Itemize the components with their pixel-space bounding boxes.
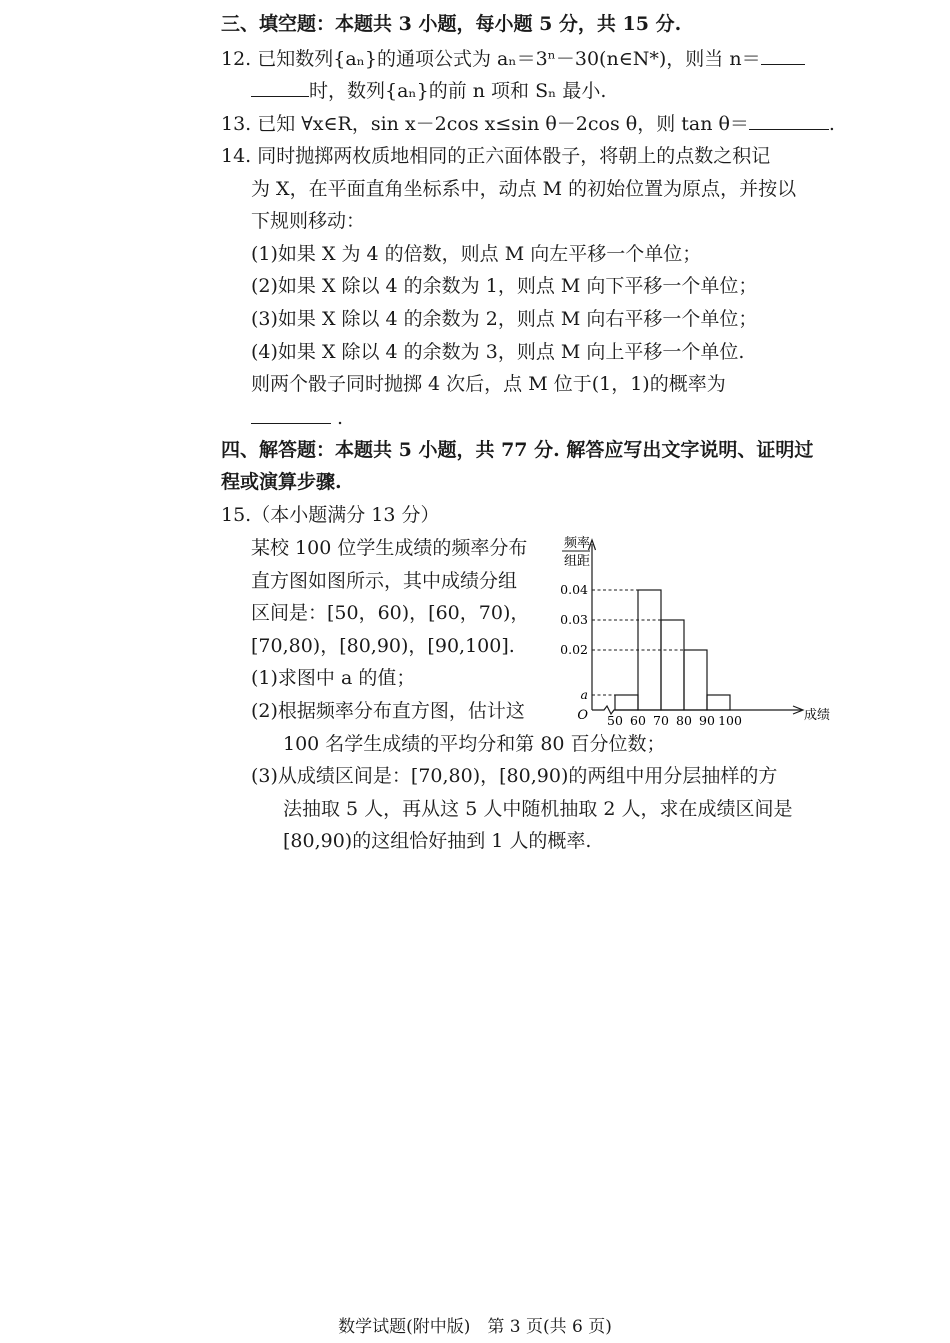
x-tick-label: 90: [699, 713, 715, 728]
histogram-bar: [661, 620, 684, 710]
q14-line2: 为 X，在平面直角坐标系中，动点 M 的初始位置为原点，并按以: [251, 178, 797, 200]
q13-text: 13. 已知 ∀x∈R，sin x－2cos x≤sin θ－2cos θ，则 tan θ＝: [221, 113, 749, 135]
origin-label: O: [577, 708, 588, 723]
y-tick-label: a: [580, 687, 588, 702]
q15-intro4: [70,80)，[80,90)，[90,100].: [251, 635, 515, 657]
x-tick-label: 80: [676, 713, 692, 728]
histogram-bar: [615, 695, 638, 710]
q14-answer-blank[interactable]: [251, 405, 331, 424]
histogram-marks: [560, 582, 742, 728]
histogram-axes: [562, 535, 830, 723]
histogram-bar: [707, 695, 730, 710]
q12-line2: [251, 78, 606, 103]
q15-part1: (1)求图中 a 的值；: [251, 667, 416, 689]
y-tick-label: 0.03: [560, 612, 588, 627]
q14-end: .: [337, 407, 344, 429]
section4-heading-line2: 程或演算步骤.: [221, 471, 342, 493]
q12-text-2: 时，数列{aₙ}的前 n 项和 Sₙ 最小.: [309, 80, 607, 102]
q14-rule4: (4)如果 X 除以 4 的余数为 3，则点 M 向上平移一个单位.: [251, 341, 745, 363]
y-label-top: 频率: [563, 536, 590, 551]
q15-header: 15.（本小题满分 13 分）: [221, 504, 440, 526]
y-tick-label: 0.04: [560, 582, 588, 597]
q15-part2-line2: 100 名学生成绩的平均分和第 80 百分位数；: [283, 733, 666, 755]
q12-text: 12. 已知数列{aₙ}的通项公式为 aₙ＝3ⁿ－30(n∈N*)，则当 n＝: [221, 48, 761, 70]
q15-part3-line3: [80,90)的这组恰好抽到 1 人的概率.: [283, 830, 592, 852]
histogram-bar: [684, 650, 707, 710]
q15-intro1: 某校 100 位学生成绩的频率分布: [251, 537, 528, 559]
y-tick-label: 0.02: [560, 642, 588, 657]
q15-part3-line2: 法抽取 5 人，再从这 5 人中随机抽取 2 人，求在成绩区间是: [283, 798, 793, 820]
q14-question: 则两个骰子同时抛掷 4 次后，点 M 位于(1，1)的概率为: [251, 373, 726, 395]
q13-end: .: [828, 113, 835, 135]
q13-answer-blank[interactable]: [749, 111, 829, 130]
section3-heading: 三、填空题：本题共 3 小题，每小题 5 分，共 15 分.: [221, 13, 682, 35]
q12-answer-blank[interactable]: [761, 46, 805, 65]
q14-rule3: (3)如果 X 除以 4 的余数为 2，则点 M 向右平移一个单位；: [251, 308, 758, 330]
q14-line3: 下规则移动：: [251, 210, 366, 232]
q14-line1: 14. 同时抛掷两枚质地相同的正六面体骰子，将朝上的点数之积记: [221, 145, 771, 167]
q14-rule1: (1)如果 X 为 4 的倍数，则点 M 向左平移一个单位；: [251, 243, 702, 265]
q14-answer-line: [251, 405, 343, 430]
q12-answer-blank-cont[interactable]: [251, 78, 309, 97]
q15-intro3: 区间是：[50，60)，[60，70)，: [251, 602, 530, 624]
x-tick-label: 60: [630, 713, 646, 728]
q12-line1: [221, 46, 805, 71]
q15-part2-line1: (2)根据频率分布直方图，估计这: [251, 700, 525, 722]
page-footer: 数学试题(附中版) 第 3 页(共 6 页): [338, 1317, 612, 1337]
q15-intro2: 直方图如图所示，其中成绩分组: [251, 570, 518, 592]
q15-part3-line1: (3)从成绩区间是：[70,80)，[80,90)的两组中用分层抽样的方: [251, 765, 778, 787]
x-tick-label: 50: [607, 713, 623, 728]
x-axis-label: 成绩: [804, 708, 831, 723]
q14-rule2: (2)如果 X 除以 4 的余数为 1，则点 M 向下平移一个单位；: [251, 275, 758, 297]
x-tick-label: 100: [718, 713, 742, 728]
q13-line: [221, 111, 835, 136]
frequency-histogram: [548, 532, 831, 728]
section4-heading-line1: 四、解答题：本题共 5 小题，共 77 分. 解答应写出文字说明、证明过: [221, 439, 814, 461]
y-label-bottom: 组距: [563, 554, 590, 569]
x-tick-label: 70: [653, 713, 669, 728]
